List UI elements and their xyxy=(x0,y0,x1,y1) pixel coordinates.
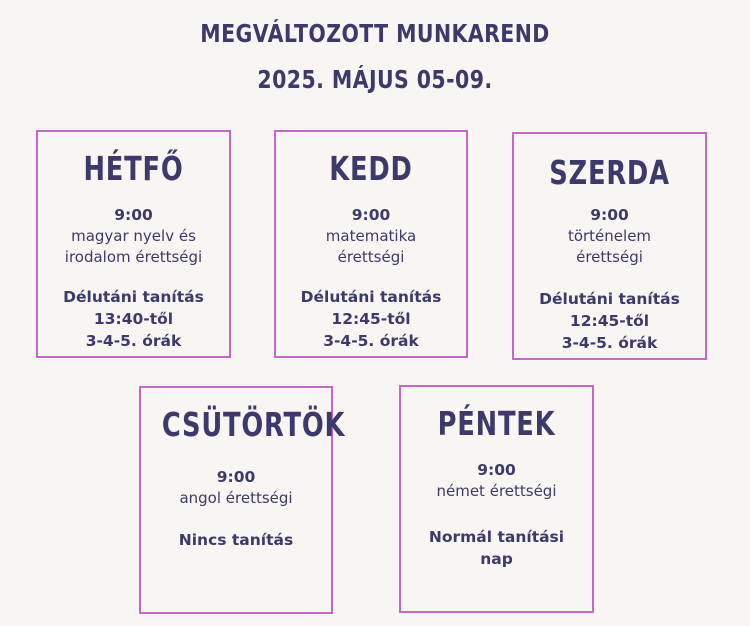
schedule-note: 13:40-től xyxy=(93,310,174,328)
exam-time: 9:00 xyxy=(351,206,391,224)
day-card-tuesday xyxy=(274,130,468,358)
exam-time: 9:00 xyxy=(477,461,516,479)
exam-subject: történelem xyxy=(567,227,652,245)
exam-subject: angol érettségi xyxy=(179,489,293,507)
day-name: SZERDA xyxy=(549,153,670,192)
exam-subject: magyar nyelv és xyxy=(71,227,196,245)
day-name: CSÜTÖRTÖK xyxy=(161,405,346,444)
schedule-note: 12:45-től xyxy=(569,312,650,330)
exam-subject: német érettségi xyxy=(436,482,557,500)
schedule-note: 3-4-5. órák xyxy=(85,332,182,350)
schedule-note: 3-4-5. órák xyxy=(323,332,419,350)
schedule-note: nap xyxy=(480,550,513,568)
day-name: PÉNTEK xyxy=(437,404,556,443)
schedule-note: Délutáni tanítás xyxy=(539,290,680,308)
schedule-note: Délutáni tanítás xyxy=(300,288,442,306)
exam-subject: érettségi xyxy=(576,248,643,266)
schedule-note: Délutáni tanítás xyxy=(63,288,204,306)
day-name: HÉTFŐ xyxy=(83,149,184,188)
schedule-note: 3-4-5. órák xyxy=(561,334,658,352)
schedule-note: Nincs tanítás xyxy=(178,531,294,549)
exam-subject: irodalom érettségi xyxy=(64,248,203,266)
schedule-note: Normál tanítási xyxy=(428,528,565,546)
title-line-1: MEGVÁLTOZOTT MUNKAREND xyxy=(200,19,550,48)
day-card-wednesday xyxy=(512,132,707,360)
exam-time: 9:00 xyxy=(590,206,629,224)
exam-time: 9:00 xyxy=(114,206,153,224)
day-card-monday xyxy=(36,130,231,358)
title-line-2: 2025. MÁJUS 05-09. xyxy=(257,65,493,94)
schedule-note: 12:45-től xyxy=(331,310,411,328)
exam-subject: matematika xyxy=(325,227,417,245)
day-card-thursday xyxy=(139,386,346,614)
exam-time: 9:00 xyxy=(216,468,256,486)
day-name: KEDD xyxy=(329,149,413,188)
exam-subject: érettségi xyxy=(337,248,405,266)
day-card-friday xyxy=(399,385,594,613)
